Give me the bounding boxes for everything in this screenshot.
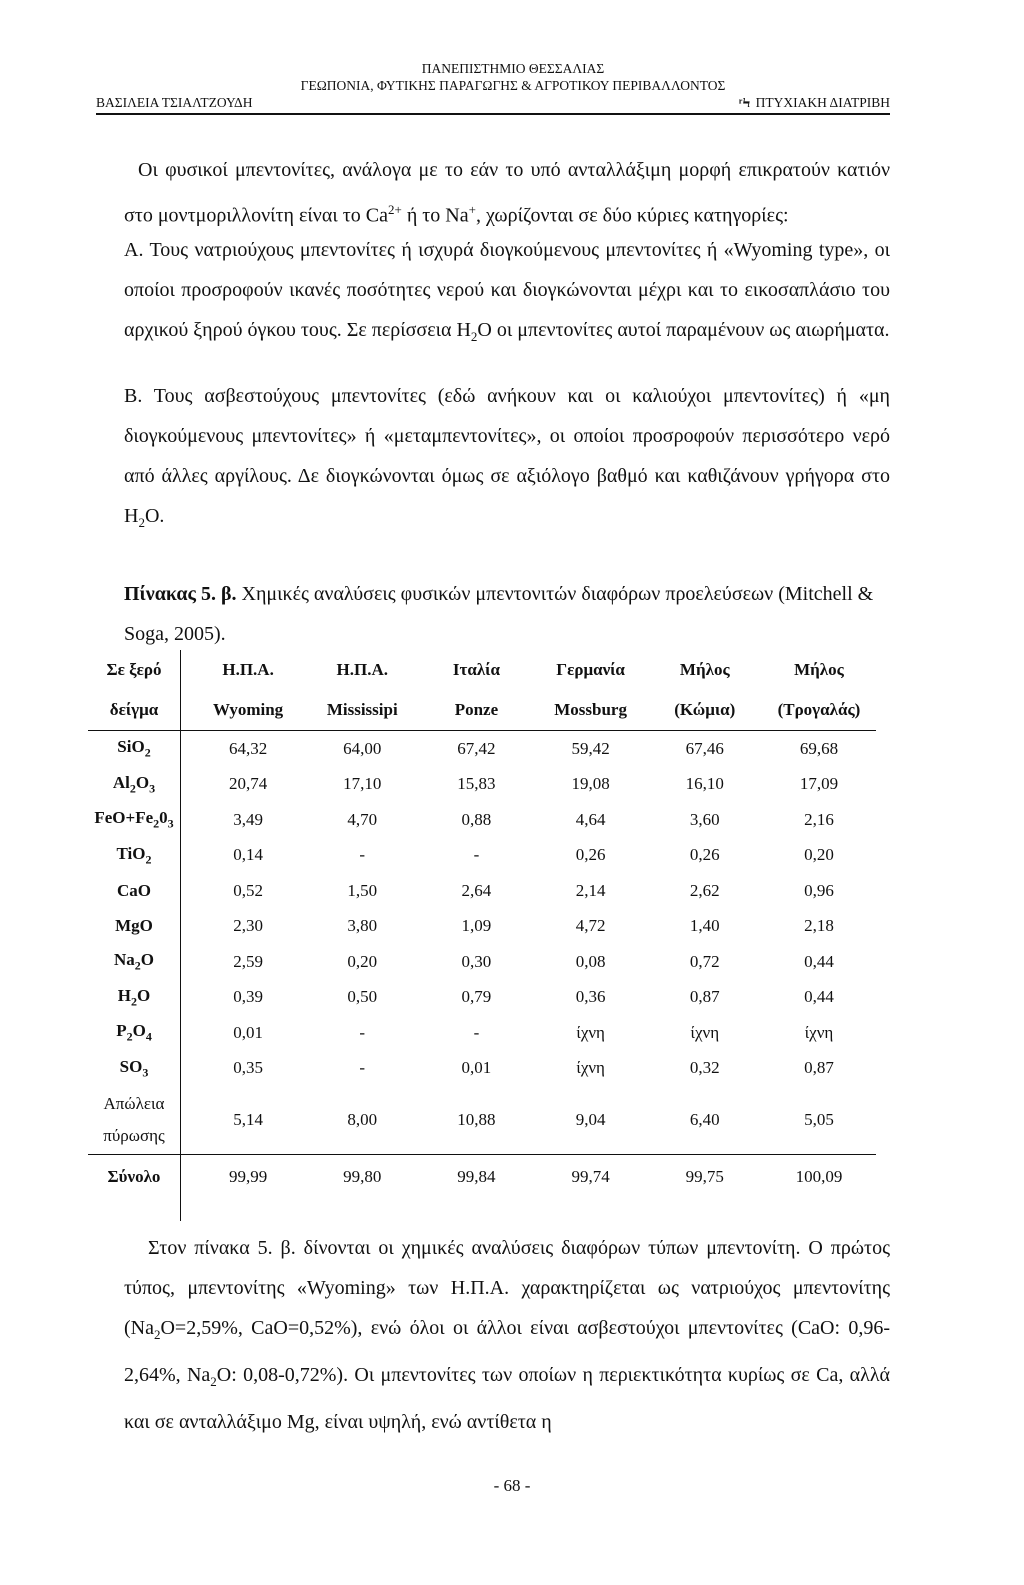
table-cell: 2,18	[804, 916, 834, 936]
header-cell: Mississipi	[326, 700, 398, 719]
table-cell: ίχνη	[804, 1022, 834, 1042]
table-cell: 2,64	[461, 880, 492, 900]
table-cell: 17,09	[799, 774, 839, 794]
table-cell: -	[359, 1022, 366, 1042]
table-cell: 0,01	[461, 1058, 492, 1078]
table-cell: 67,42	[457, 738, 496, 758]
header-thesis: ΠΤΥΧΙΑΚΗ ΔΙΑΤΡΙΒΗ	[755, 95, 890, 110]
table-cell: 8,00	[347, 1110, 378, 1129]
table-cell: 10,88	[457, 1110, 496, 1129]
row-label: $Al_2O_3$	[112, 772, 156, 795]
table-cell: 99,75	[685, 1167, 724, 1186]
header-mark: ʳϞ	[738, 95, 751, 110]
table-cell: 59,42	[571, 738, 610, 758]
table-cell: 99,84	[457, 1167, 496, 1186]
row-label: $P_2O_4$	[116, 1021, 152, 1044]
header-cell: Γερμανία	[556, 660, 625, 679]
table-cell: 0,26	[575, 845, 606, 865]
table-cell: 0,79	[461, 987, 492, 1007]
row-label: MgO	[115, 916, 153, 936]
corner-label-2: δείγμα	[109, 700, 159, 719]
table-row	[88, 731, 876, 767]
table-cell: 2,14	[575, 880, 606, 900]
type-b-paragraph: Β. Τους ασβεστούχους μπεντονίτες (εδώ ανήκουν και οι καλιούχοι μπεντονίτες) ή «μη διογκούμενους μπεντονίτες» ή «μεταμπεντονίτες», οι οποίοι προσροφούν περισσότερο νερό από άλλες αργίλους. Δε διογκώνονται όμως σε αξιόλογο βαθμό και καθιζάνουν γρήγορα στο $H_2O$.	[124, 385, 890, 530]
header-department: ΓΕΩΠΟΝΙΑ, ΦΥΤΙΚΗΣ ΠΑΡΑΓΩΓΗΣ & ΑΓΡΟΤΙΚΟΥ ΠΕΡΙΒΑΛΛΟΝΤΟΣ	[300, 78, 726, 93]
page-header	[96, 60, 890, 115]
table-cell: 69,68	[799, 738, 839, 758]
table-cell: 19,08	[571, 774, 610, 794]
table-cell: 17,10	[343, 774, 382, 794]
caption-label: Πίνακας 5. β.	[124, 583, 237, 605]
table-cell: 15,83	[457, 774, 496, 794]
row-label: $SO_3$	[119, 1056, 149, 1079]
table-row	[88, 944, 876, 980]
table-cell: 4,72	[575, 916, 606, 936]
table-cell: 100,09	[795, 1167, 843, 1186]
table-cell: 0,35	[233, 1058, 263, 1078]
table-row	[88, 1086, 876, 1154]
table-cell: 99,74	[571, 1167, 610, 1186]
row-label: TiO$_2$	[116, 843, 152, 866]
table-cell: 2,59	[233, 951, 263, 971]
table-row	[88, 980, 876, 1016]
header-cell: Wyoming	[212, 700, 284, 719]
table-cell: 1,09	[461, 916, 492, 936]
table-cell: ίχνη	[576, 1058, 605, 1078]
table-header-row	[88, 650, 876, 690]
table-cell: 0,32	[689, 1058, 720, 1078]
table-cell: 9,04	[575, 1110, 606, 1129]
table-header-row	[88, 690, 876, 730]
table-cell: 0,72	[689, 951, 720, 971]
header-cell: Ponze	[454, 700, 499, 719]
row-label: Απώλεια πύρωσης	[103, 1094, 165, 1145]
table-cell: 20,74	[228, 774, 268, 794]
table-total-row	[88, 1155, 876, 1199]
table-row	[88, 838, 876, 874]
row-label: SiO$_2$	[117, 737, 151, 760]
table-cell: 4,70	[347, 809, 378, 829]
table-cell: 0,44	[804, 951, 834, 971]
table-cell: 5,14	[233, 1110, 263, 1129]
table-cell: 0,52	[233, 880, 263, 900]
table-cell: 0,20	[347, 951, 378, 971]
header-rule	[96, 113, 890, 115]
table-cell: ίχνη	[690, 1022, 720, 1042]
table-row	[88, 909, 876, 945]
table-cell: 0,44	[804, 987, 834, 1007]
header-cell: Η.Π.Α.	[222, 660, 274, 679]
table-cell: 99,99	[228, 1167, 268, 1186]
table-cell: 3,60	[689, 809, 720, 829]
row-label: $Na_2O$	[113, 950, 154, 973]
table-cell: 2,62	[689, 880, 720, 900]
table-cell: 0,96	[804, 880, 834, 900]
table-cell: 1,50	[347, 880, 378, 900]
table-cell: 3,80	[347, 916, 378, 936]
table-cell: 0,01	[233, 1022, 263, 1042]
header-cell: Μήλος	[794, 660, 844, 679]
table-cell: -	[473, 1022, 480, 1042]
table-cell: 1,40	[689, 916, 720, 936]
row-label: $H_2O$	[117, 985, 151, 1008]
table-cell: 0,14	[233, 845, 263, 865]
table-row	[88, 1015, 876, 1051]
header-cell: Ιταλία	[452, 660, 500, 679]
table-cell: 0,87	[689, 987, 720, 1007]
table-cell: 0,50	[347, 987, 378, 1007]
corner-label-1: Σε ξερό	[106, 660, 162, 679]
table-row	[88, 1051, 876, 1087]
table-cell: 16,10	[685, 774, 724, 794]
type-a-paragraph: Α. Τους νατριούχους μπεντονίτες ή ισχυρά διογκούμενους μπεντονίτες ή «Wyoming type», οι οποίοι προσροφούν ικανές ποσότητες νερού και διογκώνονται μέχρι και το εικοσαπλάσιο του αρχικού ξηρού όγκου τους. Σε περίσσεια $H_2O$ οι μπεντονίτες αυτοί παραμένουν ως αιωρήματα.	[124, 239, 890, 344]
table-cell: 3,49	[233, 809, 263, 829]
page-number: - 68 -	[493, 1476, 531, 1495]
table-row	[88, 873, 876, 909]
table-cell: 2,30	[233, 916, 263, 936]
table-cell: 0,08	[575, 951, 606, 971]
table-cell: -	[359, 1058, 366, 1078]
header-cell: (Κώμια)	[674, 700, 736, 719]
header-university: ΠΑΝΕΠΙΣΤΗΜΙΟ ΘΕΣΣΑΛΙΑΣ	[421, 61, 605, 76]
table-cell: -	[359, 845, 366, 865]
table-cell: 0,36	[575, 987, 606, 1007]
table-cell: 64,00	[343, 738, 382, 758]
table-cell: 5,05	[804, 1110, 834, 1129]
table-cell: 0,20	[804, 845, 834, 865]
header-cell: Μήλος	[679, 660, 730, 679]
table-cell: ίχνη	[576, 1022, 605, 1042]
table-cell: 99,80	[343, 1167, 382, 1186]
closing-paragraph: Στον πίνακα 5. β. δίνονται οι χημικές αναλύσεις διαφόρων τύπων μπεντονίτη. Ο πρώτος τύπος, μπεντονίτης «Wyoming» των Η.Π.Α. χαρακτηρίζεται ως νατριούχος μπεντονίτης ($Na_2O=2,59\%$, CaO=0,52%), ενώ όλοι οι άλλοι είναι ασβεστούχοι μπεντονίτες (CaO: 0,96-2,64%, $Na_2O$: 0,08-0,72%). Οι μπεντονίτες των οποίων η περιεκτικότητα κυρίως σε Ca, αλλά και σε ανταλλάξιμο Mg, είναι υψηλή, ενώ αντίθετα η	[124, 1237, 890, 1433]
header-cell: Mossburg	[554, 700, 627, 719]
table-cell: 2,16	[804, 809, 834, 829]
table-cell: 0,88	[461, 809, 492, 829]
header-cell: (Τρογαλάς)	[777, 700, 861, 719]
table-cell: 6,40	[689, 1110, 720, 1129]
table-row	[88, 767, 876, 803]
row-label: Σύνολο	[107, 1167, 161, 1186]
table-cell: 67,46	[685, 738, 724, 758]
caption-text: Χημικές αναλύσεις φυσικών μπεντονιτών διαφόρων προελεύσεων (Mitchell & Soga, 2005).	[124, 583, 874, 645]
table-cell: 0,87	[804, 1058, 834, 1078]
table-cell: 0,30	[461, 951, 492, 971]
table-cell: 0,26	[689, 845, 720, 865]
header-cell: Η.Π.Α.	[336, 660, 388, 679]
intro-paragraph: Οι φυσικοί μπεντονίτες, ανάλογα με το εάν το υπό ανταλλάξιμη μορφή επικρατούν κατιόν στο μοντμοριλλονίτη είναι το $Ca^{2+}$ ή το Na+, χωρίζονται σε δύο κύριες κατηγορίες:	[124, 159, 890, 227]
chemical-analysis-table	[88, 650, 876, 1221]
table-row	[88, 802, 876, 838]
table-caption	[124, 574, 890, 654]
row-label: CaO	[117, 880, 151, 900]
table-cell: 0,39	[233, 987, 263, 1007]
table-cell: 64,32	[228, 738, 268, 758]
header-author: ΒΑΣΙΛΕΙΑ ΤΣΙΑΛΤΖΟΥΔΗ	[96, 95, 253, 110]
table-cell: -	[473, 845, 480, 865]
table-cell: 4,64	[575, 809, 606, 829]
row-label: $FeO+Fe_20_3$	[94, 808, 174, 831]
